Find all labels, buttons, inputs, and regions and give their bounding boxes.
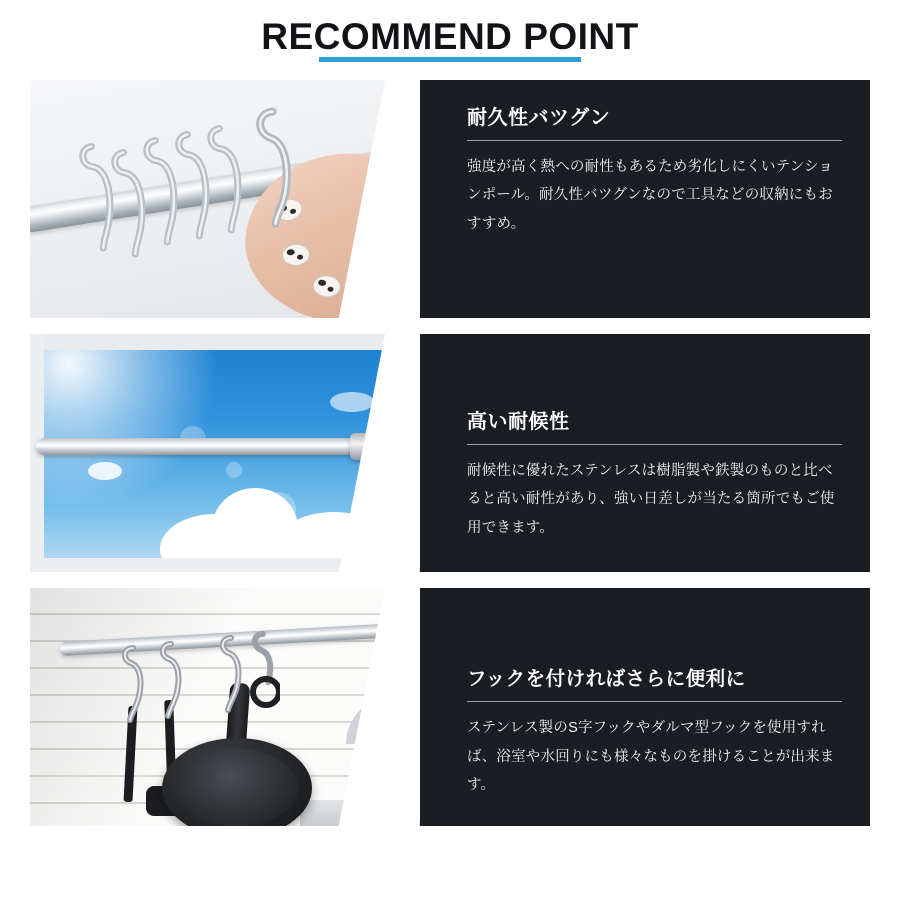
title-divider — [467, 444, 842, 445]
title-divider — [467, 701, 842, 702]
photo-hooks — [30, 588, 420, 826]
page-header — [0, 0, 900, 80]
s-hook-icon — [216, 630, 246, 719]
text-panel-hooks — [445, 588, 870, 826]
section-weather-resistance — [30, 334, 870, 572]
page-title-lead: RE — [261, 16, 314, 57]
text-panel-weather-resistance — [445, 334, 870, 572]
fingernail — [312, 274, 342, 299]
section-title: フックを付ければさらに便利に — [467, 668, 746, 690]
page-title-rest-1: COMMEND — [313, 16, 513, 57]
page-title-rest-2: POINT — [523, 16, 639, 57]
photo-durability — [30, 80, 420, 318]
title-underline — [319, 57, 581, 62]
photo-weather-resistance — [30, 334, 420, 572]
cloud — [88, 462, 122, 480]
sections-list — [0, 80, 900, 826]
section-body: 強度が高く熱への耐性もあるため劣化しにくいテンションポール。耐久性バツグンなので工具などの収納にもおすすめ。 — [467, 159, 834, 232]
section-body: ステンレス製のS字フックやダルマ型フックを使用すれば、浴室や水回りにも様々なものを掛けることが出来ます。 — [467, 720, 835, 793]
section-title: 高い耐候性 — [467, 411, 570, 433]
title-divider — [467, 140, 842, 141]
page-title — [261, 18, 639, 55]
s-hook-icon — [156, 636, 186, 725]
cloud — [330, 392, 374, 412]
window-frame-top — [30, 334, 420, 350]
section-hooks — [30, 588, 870, 826]
text-panel-durability — [445, 80, 870, 318]
pan-inner-surface — [176, 749, 298, 826]
section-durability — [30, 80, 870, 318]
section-body: 耐候性に優れたステンレスは樹脂製や鉄製のものと比べると高い耐性があり、強い日差しが当たる箇所でもご使用できます。 — [467, 463, 835, 536]
section-title: 耐久性バツグン — [467, 107, 611, 129]
s-hook-icon — [118, 640, 148, 729]
daruma-hook-icon — [246, 628, 280, 729]
s-hook-icon — [248, 99, 290, 219]
fingernail — [281, 243, 310, 267]
